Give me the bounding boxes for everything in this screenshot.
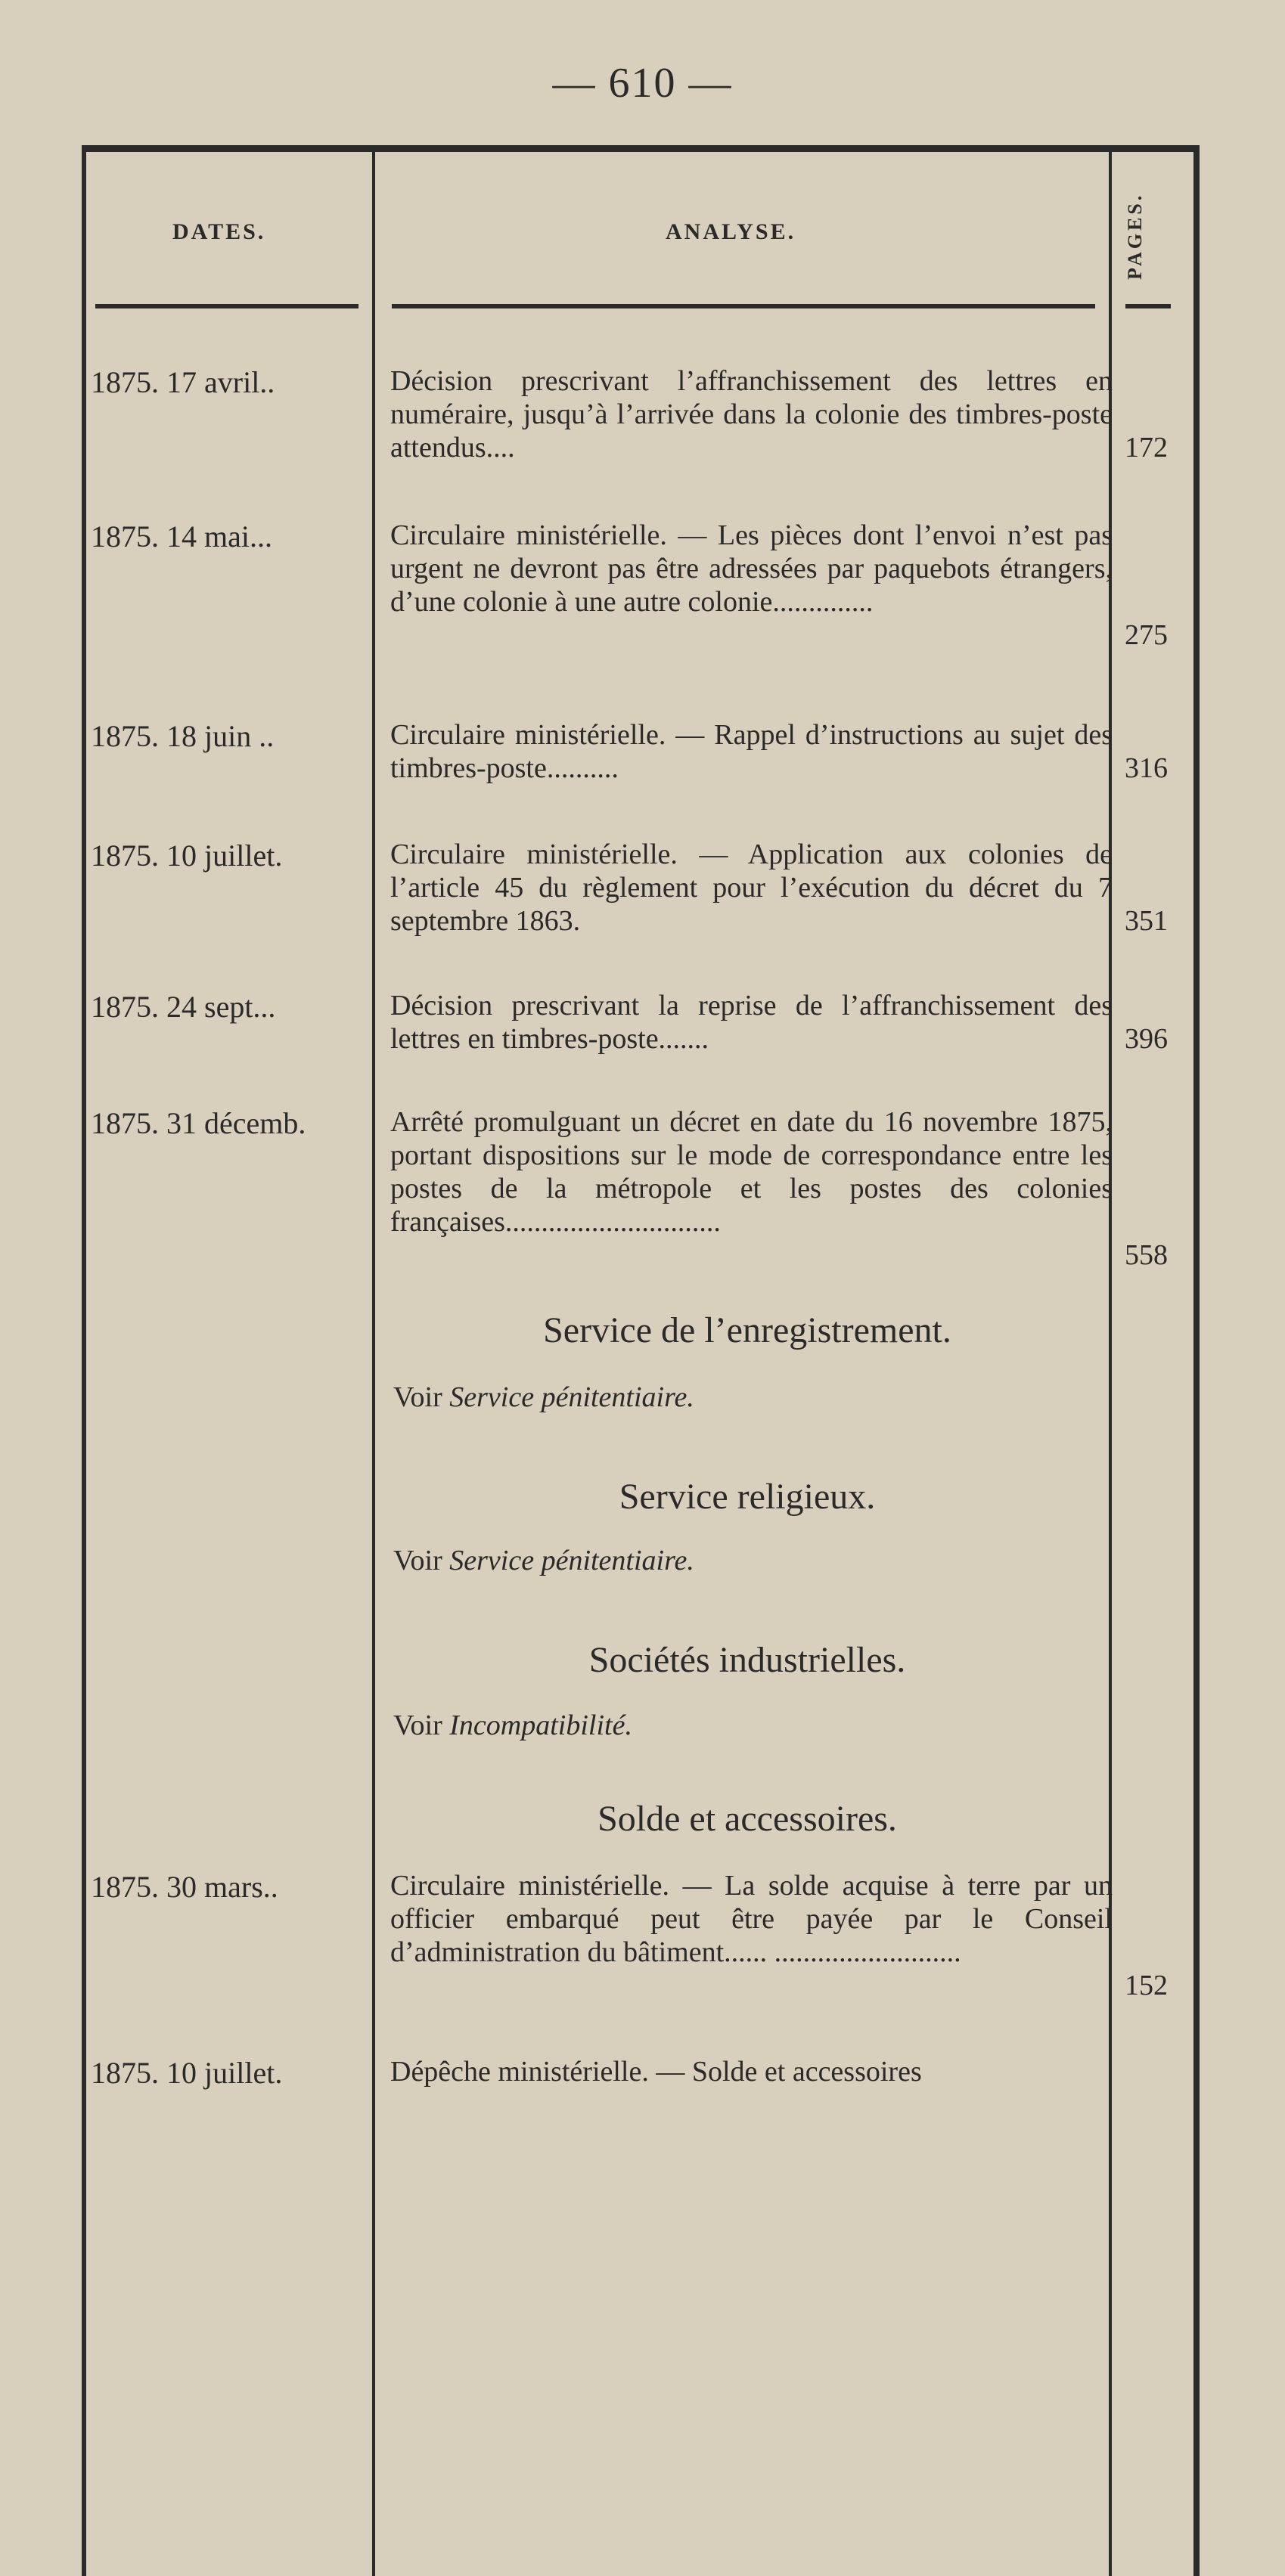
section-title: Solde et accessoires. [597, 1799, 897, 1839]
entry-page: 351 [1125, 905, 1168, 937]
header-analyse: ANALYSE. [666, 219, 796, 244]
left-border [82, 145, 86, 2576]
entry-analysis: Dépêche ministérielle. — Solde et accessoires [390, 2056, 922, 2088]
entry-date: 1875. 14 mai... [91, 519, 272, 553]
entry-date: 1875. 17 avril.. [91, 365, 275, 399]
right-border [1193, 145, 1200, 2576]
header-dates: DATES. [172, 219, 266, 244]
entry-page: 152 [1125, 1970, 1168, 2001]
entry-analysis: Arrêté promulguant un décret en date du 16 novembre 1875, portant dispositions sur le mode de correspondance entre les postes de la métropole et les postes des colonies françaises.............................. [390, 1106, 1113, 1238]
see-reference [393, 1709, 1112, 1742]
entry-date: 1875. 30 mars.. [91, 1870, 278, 1904]
column-divider-dates [372, 145, 375, 2576]
entry-date: 1875. 24 sept... [91, 990, 276, 1024]
section-title: Service de l’enregistrement. [543, 1310, 951, 1350]
see-reference [393, 1544, 1112, 1577]
see-reference [393, 1381, 1112, 1414]
header-rule-pages [1125, 304, 1171, 308]
entry-page: 316 [1125, 752, 1168, 784]
page-number: — 610 — [552, 60, 733, 107]
see-prefix: Voir [393, 1710, 442, 1741]
entry-date: 1875. 10 juillet. [91, 839, 283, 873]
top-rule [82, 145, 1200, 152]
entry-page: 275 [1125, 619, 1168, 651]
entry-analysis: Décision prescrivant l’affranchissement des lettres en numéraire, jusqu’à l’arrivée dans la colonie des timbres-poste attendus.... [390, 365, 1113, 463]
header-rule-analyse [392, 304, 1095, 308]
see-target: Incompatibilité. [449, 1710, 632, 1741]
entry-date: 1875. 10 juillet. [91, 2056, 283, 2090]
see-target: Service pénitentiaire. [449, 1545, 694, 1576]
entry-analysis: Circulaire ministérielle. — Les pièces dont l’envoi n’est pas urgent ne devront pas être adressées par paquebots étrangers, d’une colonie à une autre colonie.............. [390, 519, 1113, 618]
section-title: Sociétés industrielles. [588, 1640, 906, 1680]
see-prefix: Voir [393, 1545, 442, 1576]
entry-page: 558 [1125, 1239, 1168, 1271]
entry-analysis: Circulaire ministérielle. — Rappel d’instructions au sujet des timbres-poste.......... [390, 719, 1113, 784]
entry-page: 172 [1125, 432, 1168, 463]
index-table [82, 145, 1200, 2576]
entry-analysis: Circulaire ministérielle. — La solde acquise à terre par un officier embarqué peut être payée par le Conseil d’administration du bâtiment...... .......................... [390, 1870, 1113, 1968]
see-prefix: Voir [393, 1381, 442, 1413]
entry-date: 1875. 18 juin .. [91, 719, 275, 753]
section-title: Service religieux. [619, 1477, 876, 1517]
column-divider-pages [1109, 145, 1112, 2576]
entry-analysis: Circulaire ministérielle. — Application aux colonies de l’article 45 du règlement pour l’exécution du décret du 7 septembre 1863. [390, 839, 1113, 937]
header-pages: PAGES. [1124, 192, 1146, 280]
entry-analysis: Décision prescrivant la reprise de l’affranchissement des lettres en timbres-poste....... [390, 990, 1113, 1055]
header-rule-dates [95, 304, 358, 308]
entry-date: 1875. 31 décemb. [91, 1106, 306, 1140]
see-target: Service pénitentiaire. [449, 1381, 694, 1413]
entry-page: 396 [1125, 1023, 1168, 1055]
